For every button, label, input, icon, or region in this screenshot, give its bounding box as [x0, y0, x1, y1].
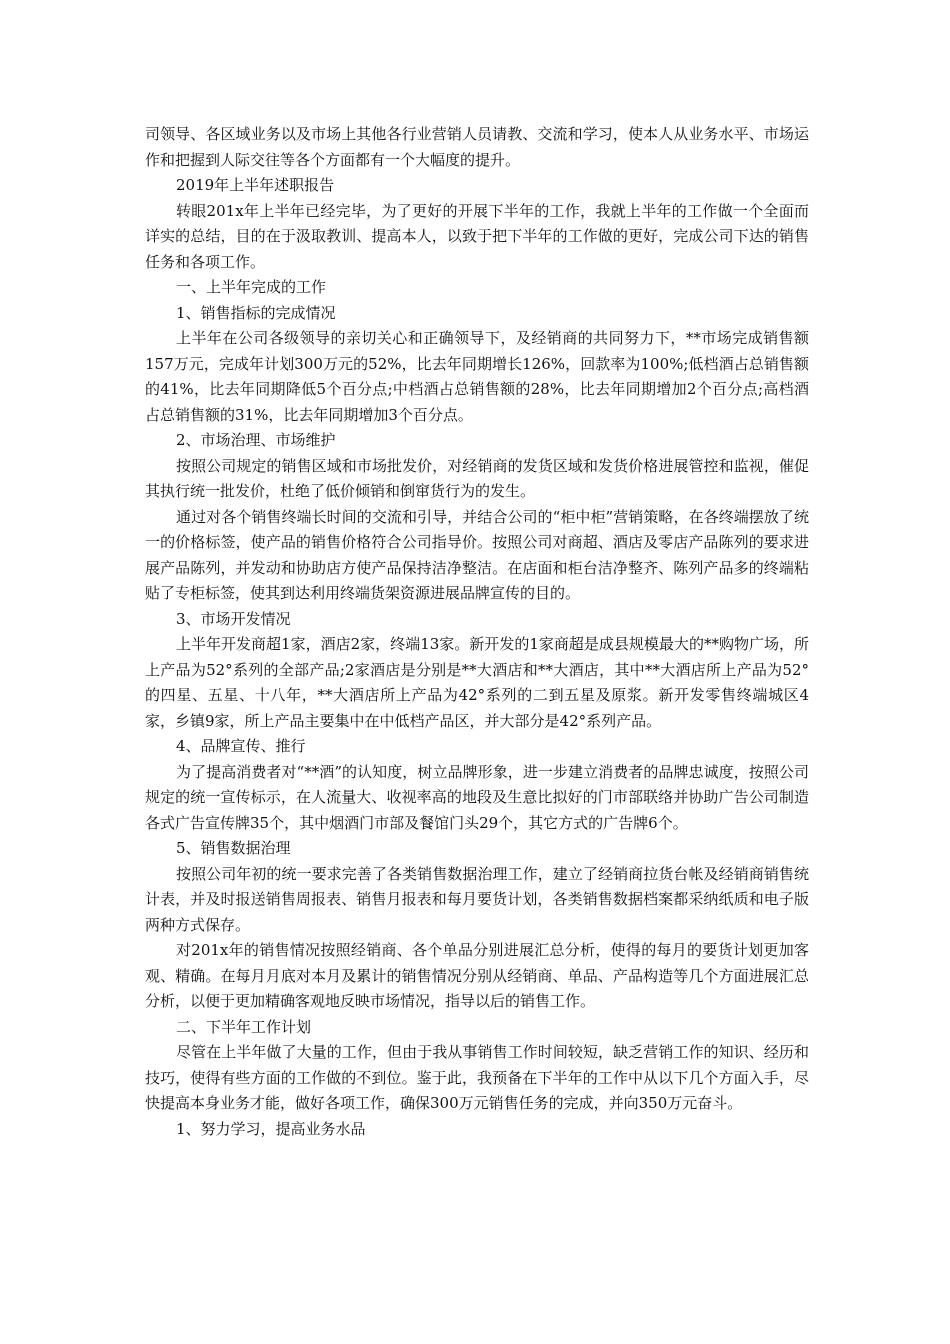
paragraph-terminal-guidance: 通过对各个销售终端长时间的交流和引导，并结合公司的“柜中柜”营销策略，在各终端摆放了统一的价格标签，使产品的销售价格符合公司指导价。按照公司对商超、酒店及零店产品陈列的要求进展产品陈列，并发动和协助店方使产品保持洁净整洁。在店面和柜台洁净整齐、陈列产品多的终端粘贴了专柜标签，使其到达利用终端货架资源进展品牌宣传的目的。	[145, 507, 809, 602]
subheading-market-development: 3、市场开发情况	[176, 609, 291, 628]
paragraph-sales-data: 按照公司年初的统一要求完善了各类销售数据治理工作，建立了经销商拉货台帐及经销商销售统计表，并及时报送销售周报表、销售月报表和每月要货计划，各类销售数据档案都采纳纸质和电子版两种方式保存。	[145, 864, 809, 934]
paragraph-market-development: 上半年开发商超1家，酒店2家，终端13家。新开发的1家商超是成县规模最大的**购物广场，所上产品为52°系列的全部产品;2家酒店是分别是**大酒店和**大酒店，其中**大酒店所上产品为52°的四星、五星、十八年，**大酒店所上产品为42°系列的二到五星及原浆。新开发零售终端城区4家，乡镇9家，所上产品主要集中在中低档产品区，并大部分是42°系列产品。	[145, 635, 809, 730]
paragraph-sales-analysis: 对201x年的销售情况按照经销商、各个单品分别进展汇总分析，使得的每月的要货计划更加客观、精确。在每月月底对本月及累计的销售情况分别从经销商、单品、产品构造等几个方面进展汇总分析，以便于更加精确客观地反映市场情况，指导以后的销售工作。	[145, 941, 809, 1010]
subheading-brand-promotion: 4、品牌宣传、推行	[176, 737, 306, 755]
subheading-market-management: 2、市场治理、市场维护	[176, 431, 336, 449]
section-heading-first-half-work: 一、上半年完成的工作	[176, 278, 327, 296]
section-heading-second-half-plan: 二、下半年工作计划	[176, 1017, 312, 1036]
paragraph-sales-targets: 上半年在公司各级领导的亲切关心和正确领导下，及经销商的共同努力下，**市场完成销售额157万元，完成年计划300万元的52%，比去年同期增长126%，回款率为100%;低档酒占总销售额的41%，比去年同期降低5个百分点;中档酒占总销售额的28%，比去年同期增加2个百分点;高档酒占总销售额的31%，比去年同期增加3个百分点。	[145, 329, 809, 424]
subheading-study: 1、努力学习，提高业务水品	[176, 1119, 366, 1138]
paragraph-brand-promotion: 为了提高消费者对“**酒”的认知度，树立品牌形象，进一步建立消费者的品牌忠诚度，按照公司规定的统一宣传标示，在人流量大、收视率高的地段及生意比拟好的门市部联络并协助广告公司制造各式广告宣传牌35个，其中烟酒门市部及餐馆门头29个，其它方式的广告牌6个。	[145, 762, 809, 832]
report-title: 2019年上半年述职报告	[176, 176, 335, 194]
paragraph-continuation: 司领导、各区域业务以及市场上其他各行业营销人员请教、交流和学习，使本人从业务水平、市场运作和把握到人际交往等各个方面都有一个大幅度的提升。	[145, 125, 809, 169]
paragraph-second-half-plan: 尽管在上半年做了大量的工作，但由于我从事销售工作时间较短，缺乏营销工作的知识、经历和技巧，使得有些方面的工作做的不到位。鉴于此，我预备在下半年的工作中从以下几个方面入手，尽快提高本身业务才能，做好各项工作，确保300万元销售任务的完成，并向350万元奋斗。	[145, 1043, 809, 1112]
subheading-sales-data: 5、销售数据治理	[176, 839, 291, 857]
subheading-sales-targets: 1、销售指标的完成情况	[176, 303, 336, 322]
document-body	[145, 122, 809, 1142]
paragraph-intro: 转眼201x年上半年已经完毕，为了更好的开展下半年的工作，我就上半年的工作做一个全面而详实的总结，目的在于汲取教训、提高本人，以致于把下半年的工作做的更好，完成公司下达的销售任务和各项工作。	[145, 201, 809, 271]
paragraph-market-management: 按照公司规定的销售区域和市场批发价，对经销商的发货区域和发货价格进展管控和监视，催促其执行统一批发价，杜绝了低价倾销和倒窜货行为的发生。	[145, 456, 809, 500]
